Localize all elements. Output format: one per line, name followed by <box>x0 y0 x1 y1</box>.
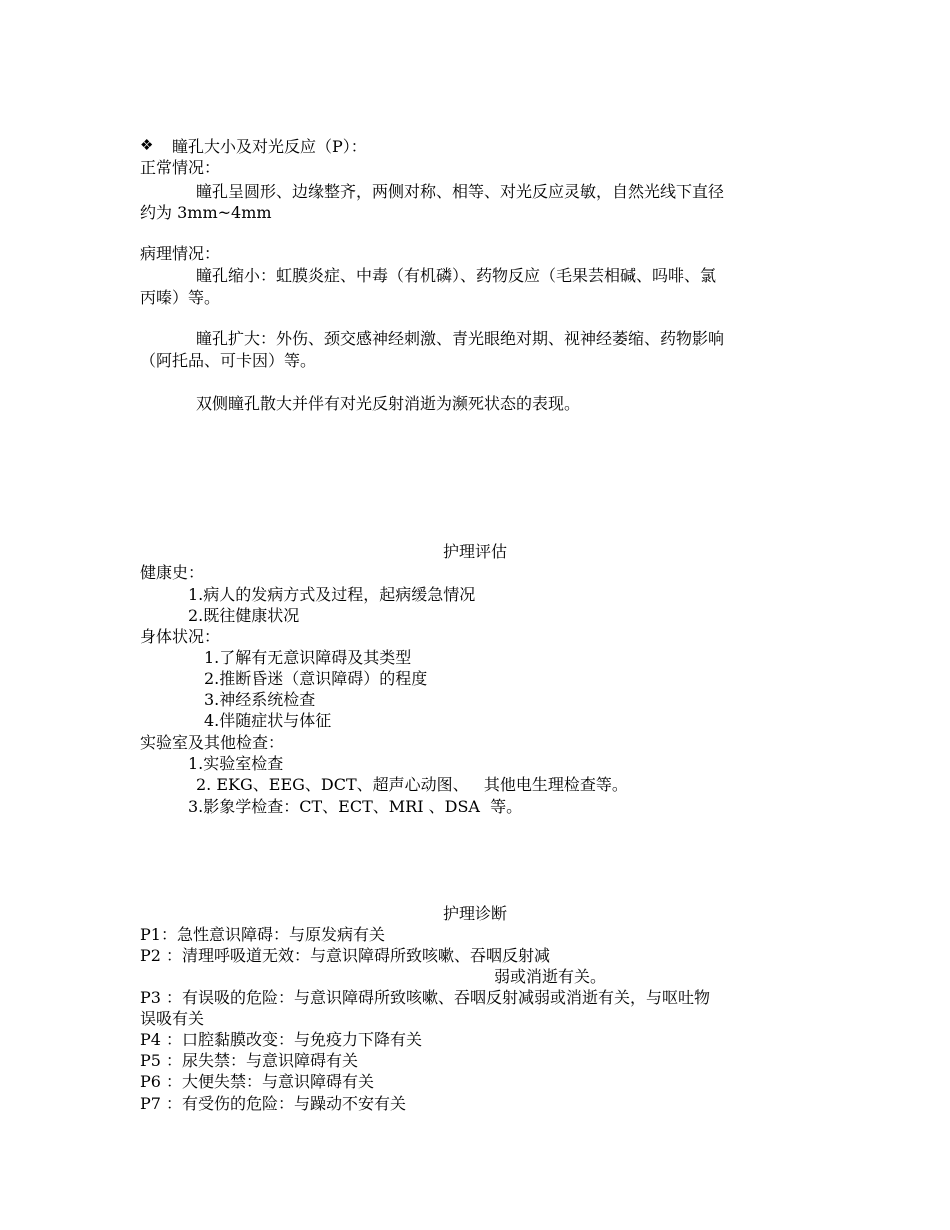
lab-item: 1.实验室检查 <box>188 754 284 773</box>
dilate-line-2: （阿托品、可卡因）等。 <box>140 351 317 370</box>
physical-item: 3.神经系统检查 <box>204 690 316 709</box>
constrict-line-1: 瞳孔缩小：虹膜炎症、中毒（有机磷）、药物反应（毛果芸相碱、吗啡、氯 <box>196 266 717 285</box>
history-item: 1.病人的发病方式及过程，起病缓急情况 <box>188 585 476 604</box>
diagnosis-p5: P5 ：尿失禁：与意识障碍有关 <box>140 1051 359 1070</box>
diagnosis-title: 护理诊断 <box>442 904 507 923</box>
bilateral-note: 双侧瞳孔散大并伴有对光反射消逝为濒死状态的表现。 <box>196 394 581 413</box>
physical-item: 1.了解有无意识障碍及其类型 <box>204 648 412 667</box>
diagnosis-p7: P7 ：有受伤的危险：与躁动不安有关 <box>140 1094 407 1113</box>
constrict-line-2: 丙嗪）等。 <box>140 288 221 307</box>
dilate-line-1: 瞳孔扩大：外伤、颈交感神经刺激、青光眼绝对期、视神经萎缩、药物影响 <box>196 329 725 348</box>
diagnosis-p1: P1：急性意识障碍：与原发病有关 <box>140 925 385 944</box>
physical-item: 2.推断昏迷（意识障碍）的程度 <box>204 669 428 688</box>
physical-label: 身体状况： <box>140 627 221 646</box>
diagnosis-p4: P4 ：口腔黏膜改变：与免疫力下降有关 <box>140 1030 423 1049</box>
lab-item: 2. EKG、EEG、DCT、超声心动图、 其他电生理检查等。 <box>196 775 628 794</box>
normal-line-2: 约为 3mm~4mm <box>140 203 272 222</box>
diagnosis-p3-line-1: P3 ：有误吸的危险：与意识障碍所致咳嗽、吞咽反射减弱或消逝有关，与呕吐物 <box>140 988 711 1007</box>
diamond-bullet-icon: ❖ <box>140 136 154 154</box>
history-item: 2.既往健康状况 <box>188 606 300 625</box>
diagnosis-p2-line-1: P2 ：清理呼吸道无效：与意识障碍所致咳嗽、吞咽反射减 <box>140 946 551 965</box>
normal-label: 正常情况： <box>140 158 221 177</box>
diagnosis-p6: P6 ：大便失禁：与意识障碍有关 <box>140 1072 375 1091</box>
diagnosis-p2-line-2: 弱或消逝有关。 <box>494 967 607 986</box>
normal-line-1: 瞳孔呈圆形、边缘整齐，两侧对称、相等、对光反应灵敏，自然光线下直径 <box>196 182 725 201</box>
pathology-label: 病理情况： <box>140 244 221 263</box>
assessment-title: 护理评估 <box>442 542 507 561</box>
physical-item: 4.伴随症状与体征 <box>204 711 332 730</box>
history-label: 健康史： <box>140 563 205 582</box>
lab-label: 实验室及其他检查： <box>140 733 285 752</box>
diagnosis-p3-line-2: 误吸有关 <box>140 1009 205 1028</box>
pupil-heading: 瞳孔大小及对光反应（P）： <box>172 137 367 156</box>
lab-item: 3.影象学检查：CT、ECT、MRI 、DSA 等。 <box>188 797 523 816</box>
